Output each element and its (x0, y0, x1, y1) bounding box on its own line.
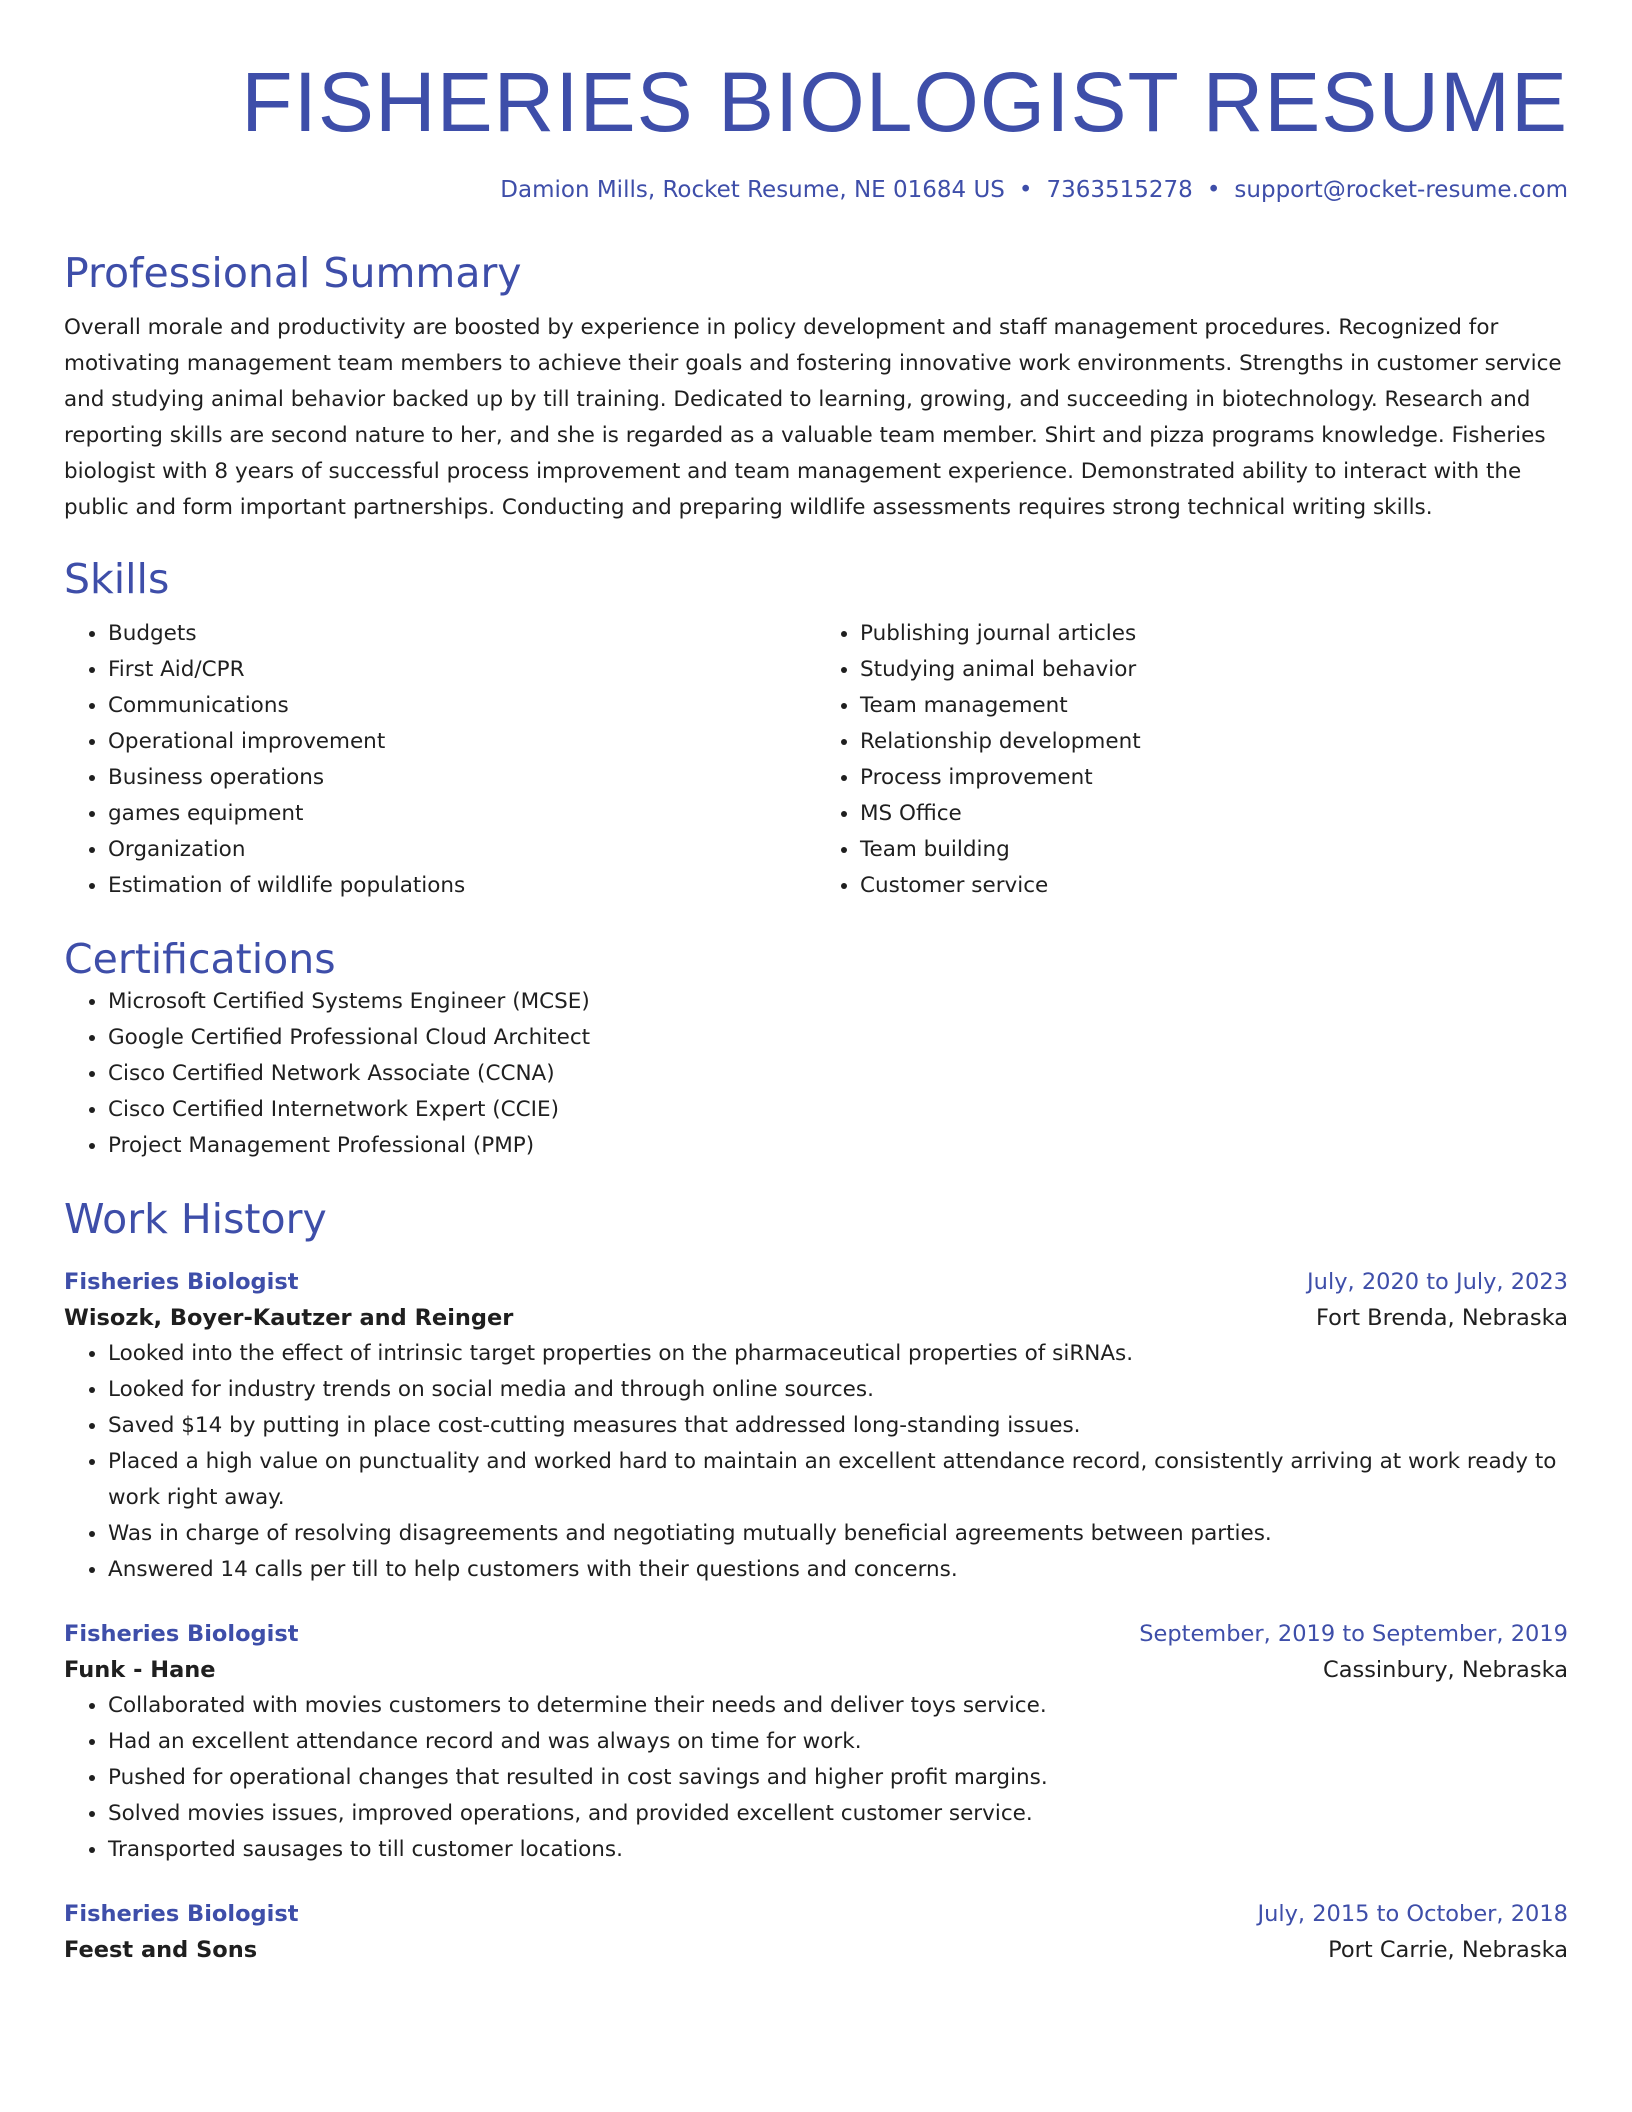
job-dates: July, 2020 to July, 2023 (1307, 1269, 1568, 1295)
skills-list-left (64, 616, 816, 904)
job-header-row (64, 1264, 1568, 1300)
skill-item: • Publishing journal articles (860, 616, 1568, 652)
certification-item: • Project Management Professional (PMP) (108, 1128, 1568, 1164)
skill-item: • Customer service (860, 868, 1568, 904)
job-duties-list (64, 1688, 1568, 1868)
job-title: Fisheries Biologist (64, 1269, 299, 1295)
job-company: Wisozk, Boyer-Kautzer and Reinger (64, 1305, 514, 1331)
job-company: Funk - Hane (64, 1657, 216, 1683)
contact-phone: 7363515278 (1046, 177, 1193, 203)
skill-item: • Process improvement (860, 760, 1568, 796)
job-duty: • Looked into the effect of intrinsic target properties on the pharmaceutical properties of siRNAs. (108, 1336, 1568, 1372)
skill-item: • Team management (860, 688, 1568, 724)
skills-list-right (816, 616, 1568, 904)
job-company-row (64, 1300, 1568, 1336)
job-company: Feest and Sons (64, 1937, 258, 1963)
skill-item: • MS Office (860, 796, 1568, 832)
job-entry (64, 1264, 1568, 1588)
job-title: Fisheries Biologist (64, 1621, 299, 1647)
work-history-heading: Work History (64, 1195, 327, 1243)
job-duty: • Had an excellent attendance record and was always on time for work. (108, 1724, 1568, 1760)
job-duty: • Saved $14 by putting in place cost-cutting measures that addressed long-standing issues. (108, 1408, 1568, 1444)
resume-title: FISHERIES BIOLOGIST RESUME (241, 55, 1568, 149)
job-header-row (64, 1616, 1568, 1652)
skill-item: • games equipment (108, 796, 816, 832)
job-header-row (64, 1896, 1568, 1932)
contact-email: support@rocket-resume.com (1234, 177, 1568, 203)
skill-item: • Organization (108, 832, 816, 868)
job-duty: • Transported sausages to till customer locations. (108, 1832, 1568, 1868)
contact-separator: • (1206, 177, 1221, 203)
certifications-heading: Certifications (64, 935, 336, 983)
summary-heading: Professional Summary (64, 249, 522, 297)
skill-item: • Studying animal behavior (860, 652, 1568, 688)
job-duty: • Pushed for operational changes that resulted in cost savings and higher profit margins. (108, 1760, 1568, 1796)
skill-item: • Relationship development (860, 724, 1568, 760)
skill-item: • Operational improvement (108, 724, 816, 760)
summary-text: Overall morale and productivity are boosted by experience in policy development and staff management procedures. Recognized for motivating management team members to achieve their goals and fostering innovative work environments. Strengths in customer service and studying animal behavior backed up by till training. Dedicated to learning, growing, and succeeding in biotechnology. Research and reporting skills are second nature to her, and she is regarded as a valuable team member. Shirt and pizza programs knowledge. Fisheries biologist with 8 years of successful process improvement and team management experience. Demonstrated ability to interact with the public and form important partnerships. Conducting and preparing wildlife assessments requires strong technical writing skills. (64, 315, 1562, 520)
job-entry (64, 1896, 1568, 1968)
job-duty: • Looked for industry trends on social media and through online sources. (108, 1372, 1568, 1408)
certification-item: • Cisco Certified Internetwork Expert (CCIE) (108, 1092, 1568, 1128)
job-title: Fisheries Biologist (64, 1901, 299, 1927)
skill-item: • Team building (860, 832, 1568, 868)
skills-columns (64, 616, 1568, 904)
certification-item: • Cisco Certified Network Associate (CCNA) (108, 1056, 1568, 1092)
skill-item: • Communications (108, 688, 816, 724)
contact-separator: • (1018, 177, 1033, 203)
job-duty: • Placed a high value on punctuality and worked hard to maintain an excellent attendance record, consistently arriving at work ready to work right away. (108, 1444, 1568, 1516)
job-entry (64, 1616, 1568, 1868)
skill-item: • Budgets (108, 616, 816, 652)
skill-item: • Business operations (108, 760, 816, 796)
job-dates: July, 2015 to October, 2018 (1257, 1901, 1568, 1927)
job-dates: September, 2019 to September, 2019 (1139, 1621, 1568, 1647)
job-duty: • Was in charge of resolving disagreements and negotiating mutually beneficial agreements between parties. (108, 1516, 1568, 1552)
job-company-row (64, 1652, 1568, 1688)
job-location: Port Carrie, Nebraska (1328, 1937, 1568, 1963)
skill-item: • First Aid/CPR (108, 652, 816, 688)
certifications-list (64, 984, 1568, 1164)
job-company-row (64, 1932, 1568, 1968)
skills-heading: Skills (64, 555, 170, 603)
contact-line (64, 174, 1568, 206)
job-location: Cassinbury, Nebraska (1322, 1657, 1568, 1683)
job-duty: • Answered 14 calls per till to help customers with their questions and concerns. (108, 1552, 1568, 1588)
contact-address: Damion Mills, Rocket Resume, NE 01684 US (500, 177, 1005, 203)
skill-item: • Estimation of wildlife populations (108, 868, 816, 904)
certification-item: • Google Certified Professional Cloud Architect (108, 1020, 1568, 1056)
job-location: Fort Brenda, Nebraska (1316, 1305, 1568, 1331)
certification-item: • Microsoft Certified Systems Engineer (MCSE) (108, 984, 1568, 1020)
job-duties-list (64, 1336, 1568, 1588)
job-duty: • Solved movies issues, improved operations, and provided excellent customer service. (108, 1796, 1568, 1832)
job-duty: • Collaborated with movies customers to determine their needs and deliver toys service. (108, 1688, 1568, 1724)
